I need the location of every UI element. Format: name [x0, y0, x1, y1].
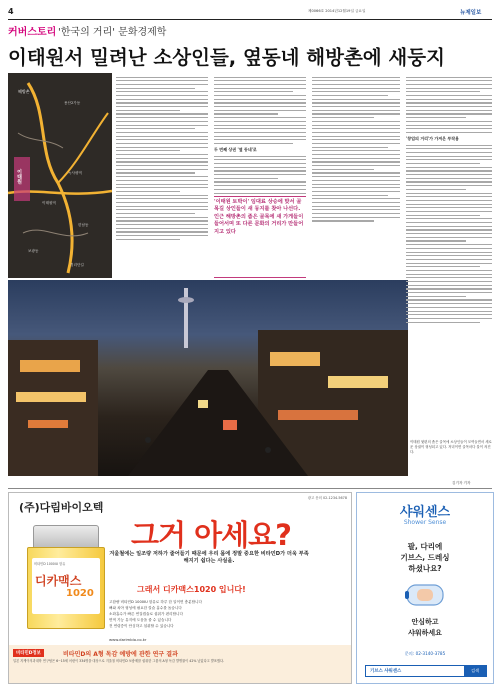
map-label-7: 보광동	[28, 249, 39, 253]
map-label-3: 용산2가동	[64, 101, 81, 105]
ad-right-brand-kr: 샤워센스	[399, 505, 451, 520]
ad-left-brand: (주)다림바이오텍	[19, 501, 104, 514]
ad-bullet: 전 연령층이 안심하고 섭취할 수 있습니다	[109, 624, 174, 628]
series-title: '한국의 거리' 문화경제학	[58, 27, 167, 38]
product-bottle	[23, 525, 107, 629]
edition-date: 제0066호 2014년12월19일 금요일	[308, 9, 366, 13]
ad-right	[356, 492, 494, 684]
bottle-cap	[33, 525, 99, 549]
byline: 김기자 기자	[452, 481, 471, 485]
ad-footer-title: 비타민D의 A형 독감 예방에 관한 연구 결과	[63, 651, 178, 658]
bottle-label	[32, 558, 100, 614]
photo-caption-text: 이태원 뒷편의 좁은 골목에 소상인들이 모여들면서 새로운 상권이 형성되고 있다. 저녁이면 골목마다 불이 켜진다.	[410, 440, 492, 454]
article-column-3	[312, 74, 400, 277]
headline: 이태원서 밀려난 소상인들, 옆동네 해방촌에 새둥지	[8, 46, 445, 69]
ad-bullet: 고함량 비타민D 1000IU 함유로 하루 한 알이면 충분합니다	[109, 600, 203, 604]
ad-right-line5: 샤워하세요	[408, 629, 442, 637]
ad-left-cta: 그래서 디카맥스1020 입니다!	[137, 585, 246, 594]
subhead-1: 두 번째 상권 '옆 동네'로	[214, 147, 257, 153]
bottle-product-dose: 1020	[66, 588, 94, 599]
pullquote-text: '이태원 토박이' 임대료 상승에 맞서 골목길 상인들이 새 둥지를 찾아 나선다. 인근 해방촌의 좁은 골목에 새 가게들이 들어서며 또 다른 문화의 거리가 만들어지고 있다	[214, 199, 304, 235]
map-label-1: 해방촌	[18, 89, 30, 94]
section-header	[8, 23, 492, 37]
ad-footer-detail: 일본 지케이의과대학 연구팀은 6~15세 어린이 334명을 대상으로 겨울철 비타민D 보충제를 섭취한 그룹의 A형 독감 발병률이 42% 낮았다고 발표했다.	[13, 659, 225, 663]
map-label-6: 한남동	[78, 223, 89, 227]
ad-right-line3: 하셨나요?	[408, 564, 442, 573]
ad-right-footer-brand: 기브스 샤워센스	[370, 669, 402, 674]
shower-sleeve-icon	[403, 579, 447, 611]
page-number: 4	[8, 7, 14, 16]
photo-scene-svg	[8, 280, 408, 476]
product-image	[403, 579, 447, 611]
map-label-5: 이태원역	[42, 201, 56, 205]
pullquote	[214, 196, 306, 278]
map-label-2: 이태원	[16, 169, 22, 184]
photo-caption	[410, 440, 494, 454]
ad-left-bullets	[109, 599, 339, 629]
bottle-product-name: 디카맥스	[35, 574, 82, 588]
article-photo	[8, 280, 408, 476]
ad-right-line4: 안심하고	[411, 618, 439, 626]
ad-rule	[8, 488, 492, 489]
ad-right-phone: 문의: 02-3140-3785	[404, 651, 446, 656]
subhead-2: '창업의 거리'가 가져온 부작용	[406, 136, 459, 141]
ad-footer-badge: 비타민D정보	[13, 649, 44, 657]
ad-bullet: 소화흡수가 빠른 연질캡슐로 섭취가 편리합니다	[109, 612, 183, 616]
search-button[interactable]: 검색	[464, 666, 486, 676]
masthead	[8, 8, 492, 18]
ad-right-search-bar	[365, 665, 487, 677]
ad-bullet: 면역 기능 유지에 도움을 줄 수 있습니다	[109, 618, 172, 622]
article-column-1	[116, 74, 208, 277]
map-svg	[8, 73, 112, 278]
ad-left-footer	[9, 645, 351, 683]
ad-left-intro: 겨울철에는 일조량 저하가 줄어들기 때문에 우리 몸에 정말 중요한 비타민D가 더욱 부족해지기 쉽다는 사실을.	[109, 551, 309, 565]
bottle-label-text: 비타민D 1000IU 함유	[34, 562, 66, 566]
bottle-body	[27, 547, 105, 629]
paper-name: 뉴제일보	[460, 10, 482, 16]
map-label-8: 경리단길	[70, 263, 84, 267]
map-label-4: 녹사평역	[68, 171, 82, 175]
section-label: 커버스토리	[8, 27, 57, 38]
ad-left-headline: 그거 아세요?	[131, 518, 291, 552]
ad-left	[8, 492, 352, 684]
ad-left-website[interactable]: www.darimbio.co.kr	[109, 637, 147, 642]
ad-right-brand-en: Shower Sense	[403, 519, 447, 526]
ad-right-line1: 팔, 다리에	[407, 542, 443, 551]
map-graphic	[8, 73, 112, 278]
ad-left-tag: 광고 문의 02-1234-5678	[307, 496, 347, 500]
article-column-4	[406, 74, 492, 436]
ad-bullet: 뼈와 치아 형성에 필요한 칼슘 흡수를 돕습니다	[109, 606, 182, 610]
ad-right-line2: 기브스, 드레싱	[400, 553, 450, 562]
masthead-rule	[8, 19, 492, 20]
